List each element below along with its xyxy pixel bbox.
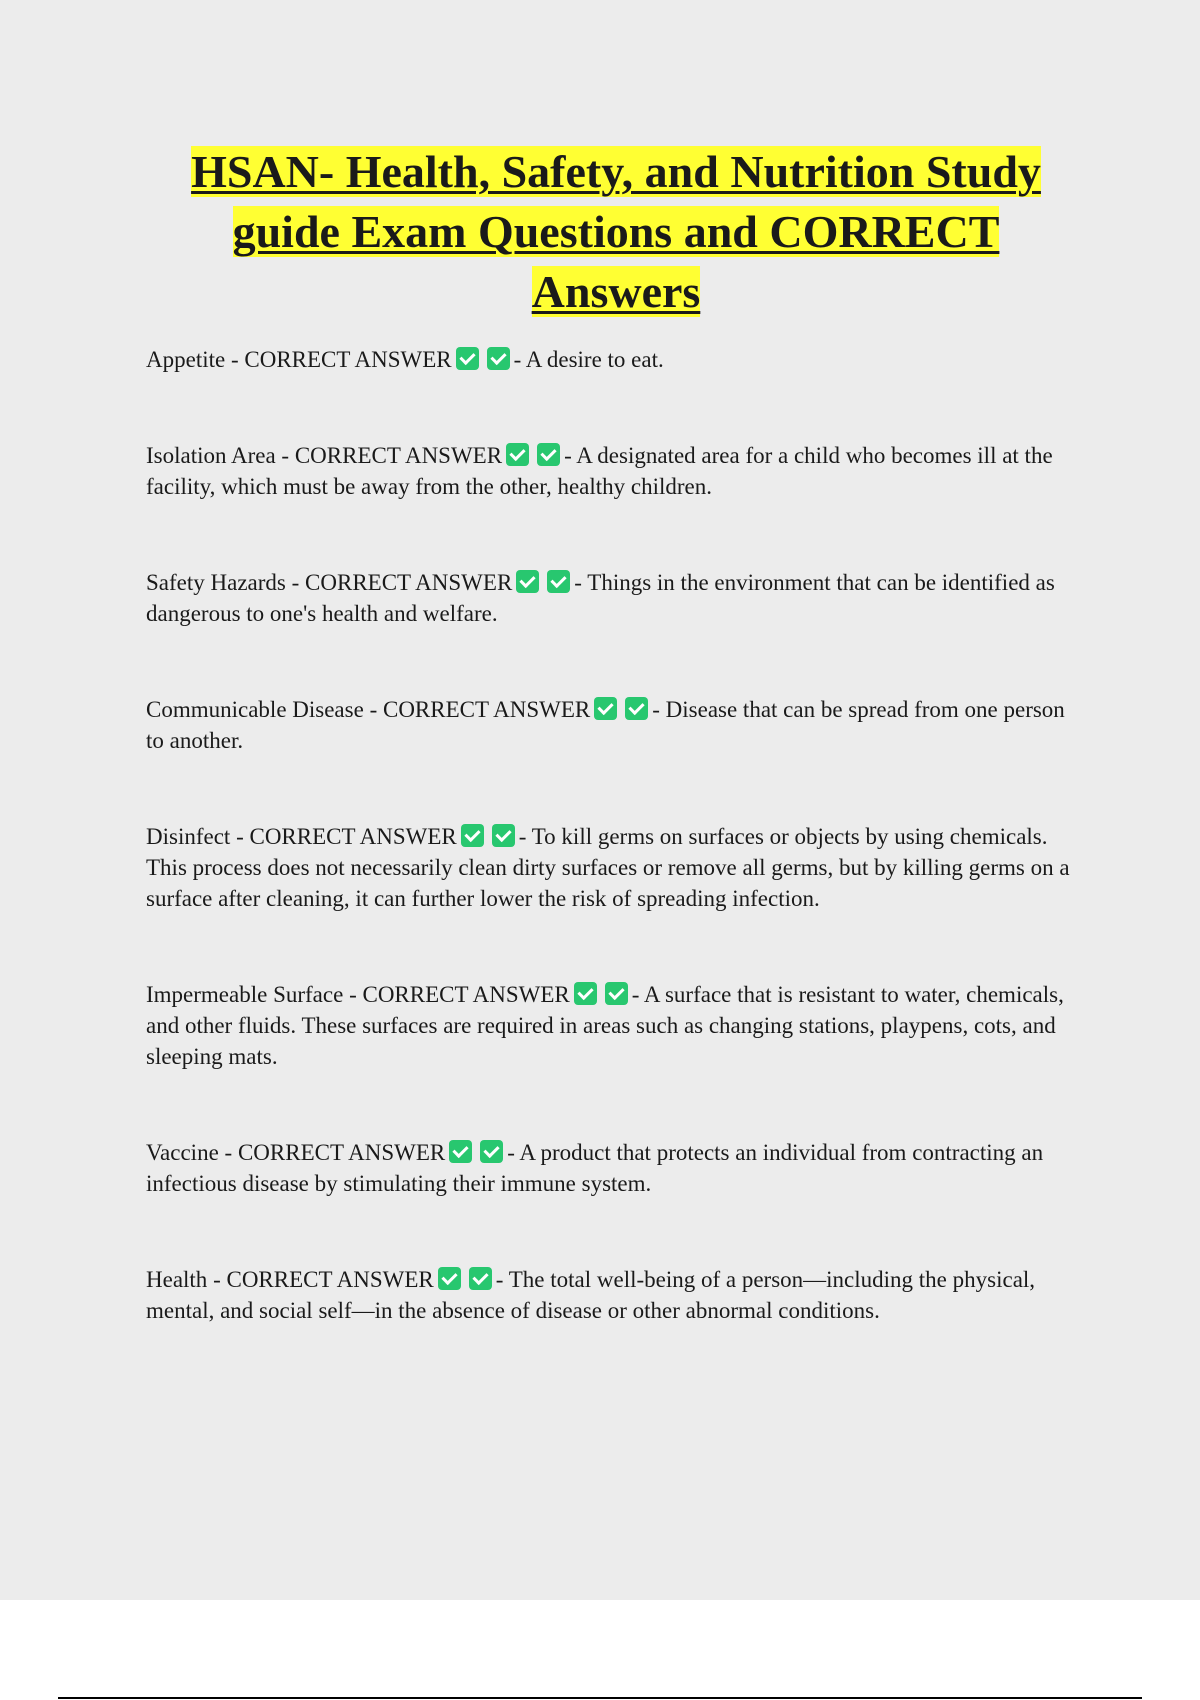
entry-answer-label: CORRECT ANSWER	[249, 824, 457, 849]
entry: Vaccine - CORRECT ANSWER - A product that protects an individual from contracting an infectious disease by stimulating their immune system.	[146, 1140, 1044, 1196]
entry-answer-label: CORRECT ANSWER	[237, 1140, 446, 1165]
check-box-icon	[574, 982, 597, 1005]
entry-definition: To kill germs on surfaces or objects by using chemicals. This process does not necessarily clean dirty surfaces or remove all germs, but by killing germs on a surface after cleaning, it can further lower the risk of spreading infection.	[146, 824, 1070, 911]
check-box-icon	[506, 443, 529, 466]
entry-term: Impermeable Surface	[146, 982, 344, 1007]
document-title	[150, 142, 1082, 322]
entry-term: Vaccine	[146, 1140, 219, 1165]
entry-term: Disinfect	[146, 824, 231, 849]
entry-answer-label: CORRECT ANSWER	[305, 570, 513, 595]
entry-definition: A surface that is resistant to water, chemicals, and other fluids. These surfaces are required in areas such as changing stations, playpens, cots, and sleeping mats.	[146, 982, 1064, 1069]
entry: Safety Hazards - CORRECT ANSWER - Things in the environment that can be identified as dangerous to one's health and welfare.	[146, 570, 1055, 626]
check-box-icon	[438, 1267, 461, 1290]
entry-answer-label: CORRECT ANSWER	[362, 982, 570, 1007]
entry-definition: A product that protects an individual from contracting an infectious disease by stimulating their immune system.	[146, 1140, 1044, 1196]
check-box-icon	[605, 982, 628, 1005]
document-title-text: HSAN- Health, Safety, and Nutrition Study guide Exam Questions and CORRECT Answers	[191, 146, 1041, 317]
check-box-icon	[537, 443, 560, 466]
entry: Disinfect - CORRECT ANSWER - To kill germs on surfaces or objects by using chemicals. This process does not necessarily clean dirty surfaces or remove all germs, but by killing germs on a surface after cleaning, it can further lower the risk of spreading infection.	[146, 824, 1070, 911]
entry: Isolation Area - CORRECT ANSWER - A designated area for a child who becomes ill at the facility, which must be away from the other, healthy children.	[146, 443, 1053, 499]
check-box-icon	[625, 697, 648, 720]
check-box-icon	[487, 347, 510, 370]
check-box-icon	[594, 697, 617, 720]
check-box-icon	[449, 1140, 472, 1163]
footer-divider	[58, 1697, 1142, 1699]
entry-answer-label: CORRECT ANSWER	[226, 1267, 434, 1292]
check-box-icon	[547, 570, 570, 593]
entry: Appetite - CORRECT ANSWER - A desire to eat.	[146, 347, 664, 372]
entry: Impermeable Surface - CORRECT ANSWER - A surface that is resistant to water, chemicals, and other fluids. These surfaces are required in areas such as changing stations, playpens, cots, and sleeping mats.	[146, 982, 1064, 1069]
entry-definition: Disease that can be spread from one person to another.	[146, 697, 1065, 753]
entry-term: Isolation Area	[146, 443, 276, 468]
entry-definition: A desire to eat.	[525, 347, 664, 372]
entry: Health - CORRECT ANSWER - The total well-being of a person—including the physical, mental, and social self—in the absence of disease or other abnormal conditions.	[146, 1267, 1036, 1323]
entry-term: Safety Hazards	[146, 570, 286, 595]
check-box-icon	[469, 1267, 492, 1290]
entry-term: Health	[146, 1267, 208, 1292]
check-box-icon	[456, 347, 479, 370]
entry-definition: A designated area for a child who becomes ill at the facility, which must be away from the other, healthy children.	[146, 443, 1053, 499]
entry-answer-label: CORRECT ANSWER	[294, 443, 503, 468]
entry-definition: Things in the environment that can be identified as dangerous to one's health and welfare.	[146, 570, 1055, 626]
entry-list	[146, 344, 1086, 1326]
check-box-icon	[492, 824, 515, 847]
check-box-icon	[480, 1140, 503, 1163]
entry-definition: The total well-being of a person—including the physical, mental, and social self—in the absence of disease or other abnormal conditions.	[146, 1267, 1036, 1323]
entry-answer-label: CORRECT ANSWER	[244, 347, 452, 372]
entry-term: Appetite	[146, 347, 226, 372]
check-box-icon	[461, 824, 484, 847]
entry: Communicable Disease - CORRECT ANSWER - Disease that can be spread from one person to another.	[146, 697, 1065, 753]
entry-answer-label: CORRECT ANSWER	[382, 697, 591, 722]
entry-term: Communicable Disease	[146, 697, 364, 722]
check-box-icon	[516, 570, 539, 593]
